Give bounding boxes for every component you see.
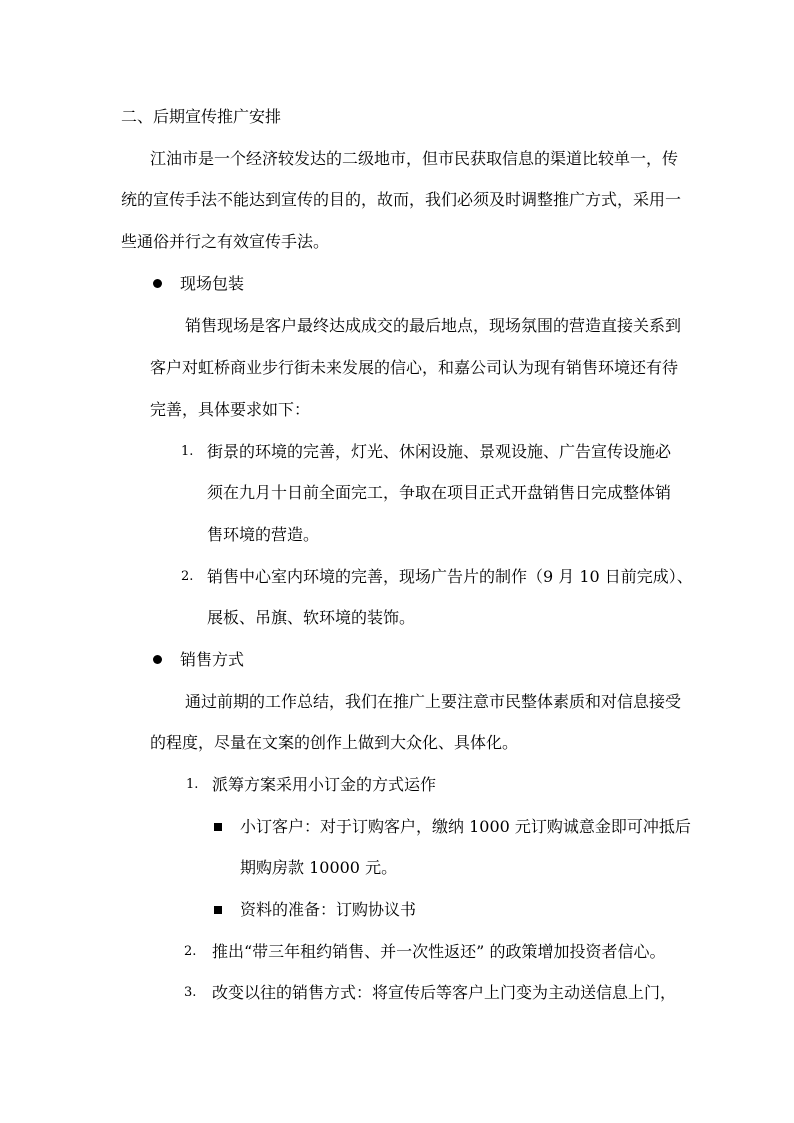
section2-para-line-2: 的程度，尽量在文案的创作上做到大众化、具体化。 bbox=[150, 733, 519, 752]
section1-para-line-3: 完善，具体要求如下： bbox=[150, 400, 311, 419]
sub-item-line: 期购房款 10000 元。 bbox=[240, 858, 398, 877]
list-item-line: 售环境的营造。 bbox=[207, 525, 320, 544]
list-number: 3. bbox=[184, 985, 197, 1000]
intro-line-1: 江油市是一个经济较发达的二级地市，但市民获取信息的渠道比较单一，传 bbox=[150, 149, 679, 168]
section2-para-line-1: 通过前期的工作总结，我们在推广上要注意市民整体素质和对信息接受 bbox=[185, 692, 682, 711]
section-heading: 二、后期宣传推广安排 bbox=[121, 107, 282, 126]
list-item-line: 街景的环境的完善，灯光、休闲设施、景观设施、广告宣传设施必 bbox=[207, 442, 672, 461]
list-number: 2. bbox=[181, 569, 194, 584]
list-item-line: 须在九月十日前全面完工，争取在项目正式开盘销售日完成整体销 bbox=[207, 483, 672, 502]
bullet-circle-icon bbox=[153, 655, 162, 664]
sub-item-line: 资料的准备：订购协议书 bbox=[240, 900, 417, 919]
bullet-square-icon bbox=[214, 823, 222, 831]
intro-line-2: 统的宣传手法不能达到宣传的目的，故而，我们必须及时调整推广方式，采用一 bbox=[121, 190, 682, 209]
list-item-line: 改变以往的销售方式：将宣传后等客户上门变为主动送信息上门， bbox=[212, 983, 677, 1002]
section1-title: 现场包装 bbox=[180, 274, 245, 293]
list-item-line: 展板、吊旗、软环境的装饰。 bbox=[207, 608, 416, 627]
sub-item-line: 小订客户：对于订购客户，缴纳 1000 元订购诚意金即可冲抵后 bbox=[240, 817, 691, 836]
list-item-line: 派筹方案采用小订金的方式运作 bbox=[212, 775, 437, 794]
section1-para-line-2: 客户对虹桥商业步行街未来发展的信心，和嘉公司认为现有销售环境还有待 bbox=[150, 358, 679, 377]
intro-line-3: 些通俗并行之有效宣传手法。 bbox=[121, 232, 330, 251]
list-number: 2. bbox=[184, 944, 197, 959]
list-item-line: 销售中心室内环境的完善，现场广告片的制作（9 月 10 日前完成）、 bbox=[207, 567, 693, 586]
bullet-square-icon bbox=[214, 906, 222, 914]
list-number: 1. bbox=[186, 777, 199, 792]
section2-title: 销售方式 bbox=[180, 650, 245, 669]
list-number: 1. bbox=[181, 444, 194, 459]
list-item-line: 推出“带三年租约销售、并一次性返还” 的政策增加投资者信心。 bbox=[212, 942, 666, 961]
section1-para-line-1: 销售现场是客户最终达成成交的最后地点，现场氛围的营造直接关系到 bbox=[185, 316, 682, 335]
bullet-circle-icon bbox=[153, 279, 162, 288]
